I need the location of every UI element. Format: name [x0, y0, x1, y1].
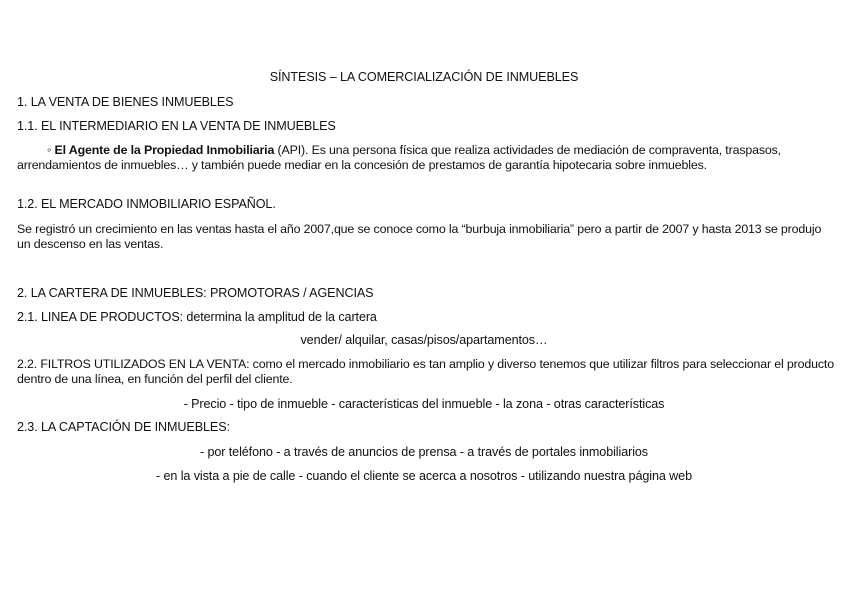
capture-methods-line-2: - en la vista a pie de calle - cuando el cliente se acerca a nosotros - utilizando nuestra página web [156, 469, 692, 483]
section-2-heading: 2. LA CARTERA DE INMUEBLES: PROMOTORAS / AGENCIAS [17, 286, 374, 300]
section-2-2-paragraph: 2.2. FILTROS UTILIZADOS EN LA VENTA: como el mercado inmobiliario es tan amplio y diverso tenemos que utilizar filtros para seleccionar el producto dentro de una línea, en función del perfil del cliente. [17, 357, 834, 386]
api-term: El Agente de la Propiedad Inmobiliaria [54, 143, 275, 157]
capture-methods-line-1: - por teléfono - a través de anuncios de prensa - a través de portales inmobiliarios [199, 445, 649, 459]
market-paragraph: Se registró un crecimiento en las ventas hasta el año 2007,que se conoce como la “burbuja inmobiliaria” pero a partir de 2007 y hasta 2013 se produjo un descenso en las ventas. [17, 222, 822, 251]
section-1-1-heading: 1.1. EL INTERMEDIARIO EN LA VENTA DE INMUEBLES [17, 119, 336, 133]
document-title: SÍNTESIS – LA COMERCIALIZACIÓN DE INMUEBLES [269, 70, 579, 84]
bullet-marker: ◦ [47, 143, 52, 157]
section-1-heading: 1. LA VENTA DE BIENES INMUEBLES [17, 95, 234, 109]
filters-list: - Precio - tipo de inmueble - características del inmueble - la zona - otras características [183, 397, 665, 411]
section-1-2-heading: 1.2. EL MERCADO INMOBILIARIO ESPAÑOL. [17, 197, 276, 211]
api-definition: (API). Es una persona física que realiza actividades de mediación de compraventa, traspasos, arrendamientos de inmuebles… y también puede mediar en la concesión de prestamos de garantía hipotecaria sobre inmuebles. [17, 143, 781, 172]
section-2-3-heading: 2.3. LA CAPTACIÓN DE INMUEBLES: [17, 420, 230, 434]
product-line-detail: vender/ alquilar, casas/pisos/apartamentos… [300, 333, 548, 347]
api-definition-paragraph [17, 143, 837, 173]
section-2-1-heading: 2.1. LINEA DE PRODUCTOS: determina la amplitud de la cartera [17, 310, 377, 324]
